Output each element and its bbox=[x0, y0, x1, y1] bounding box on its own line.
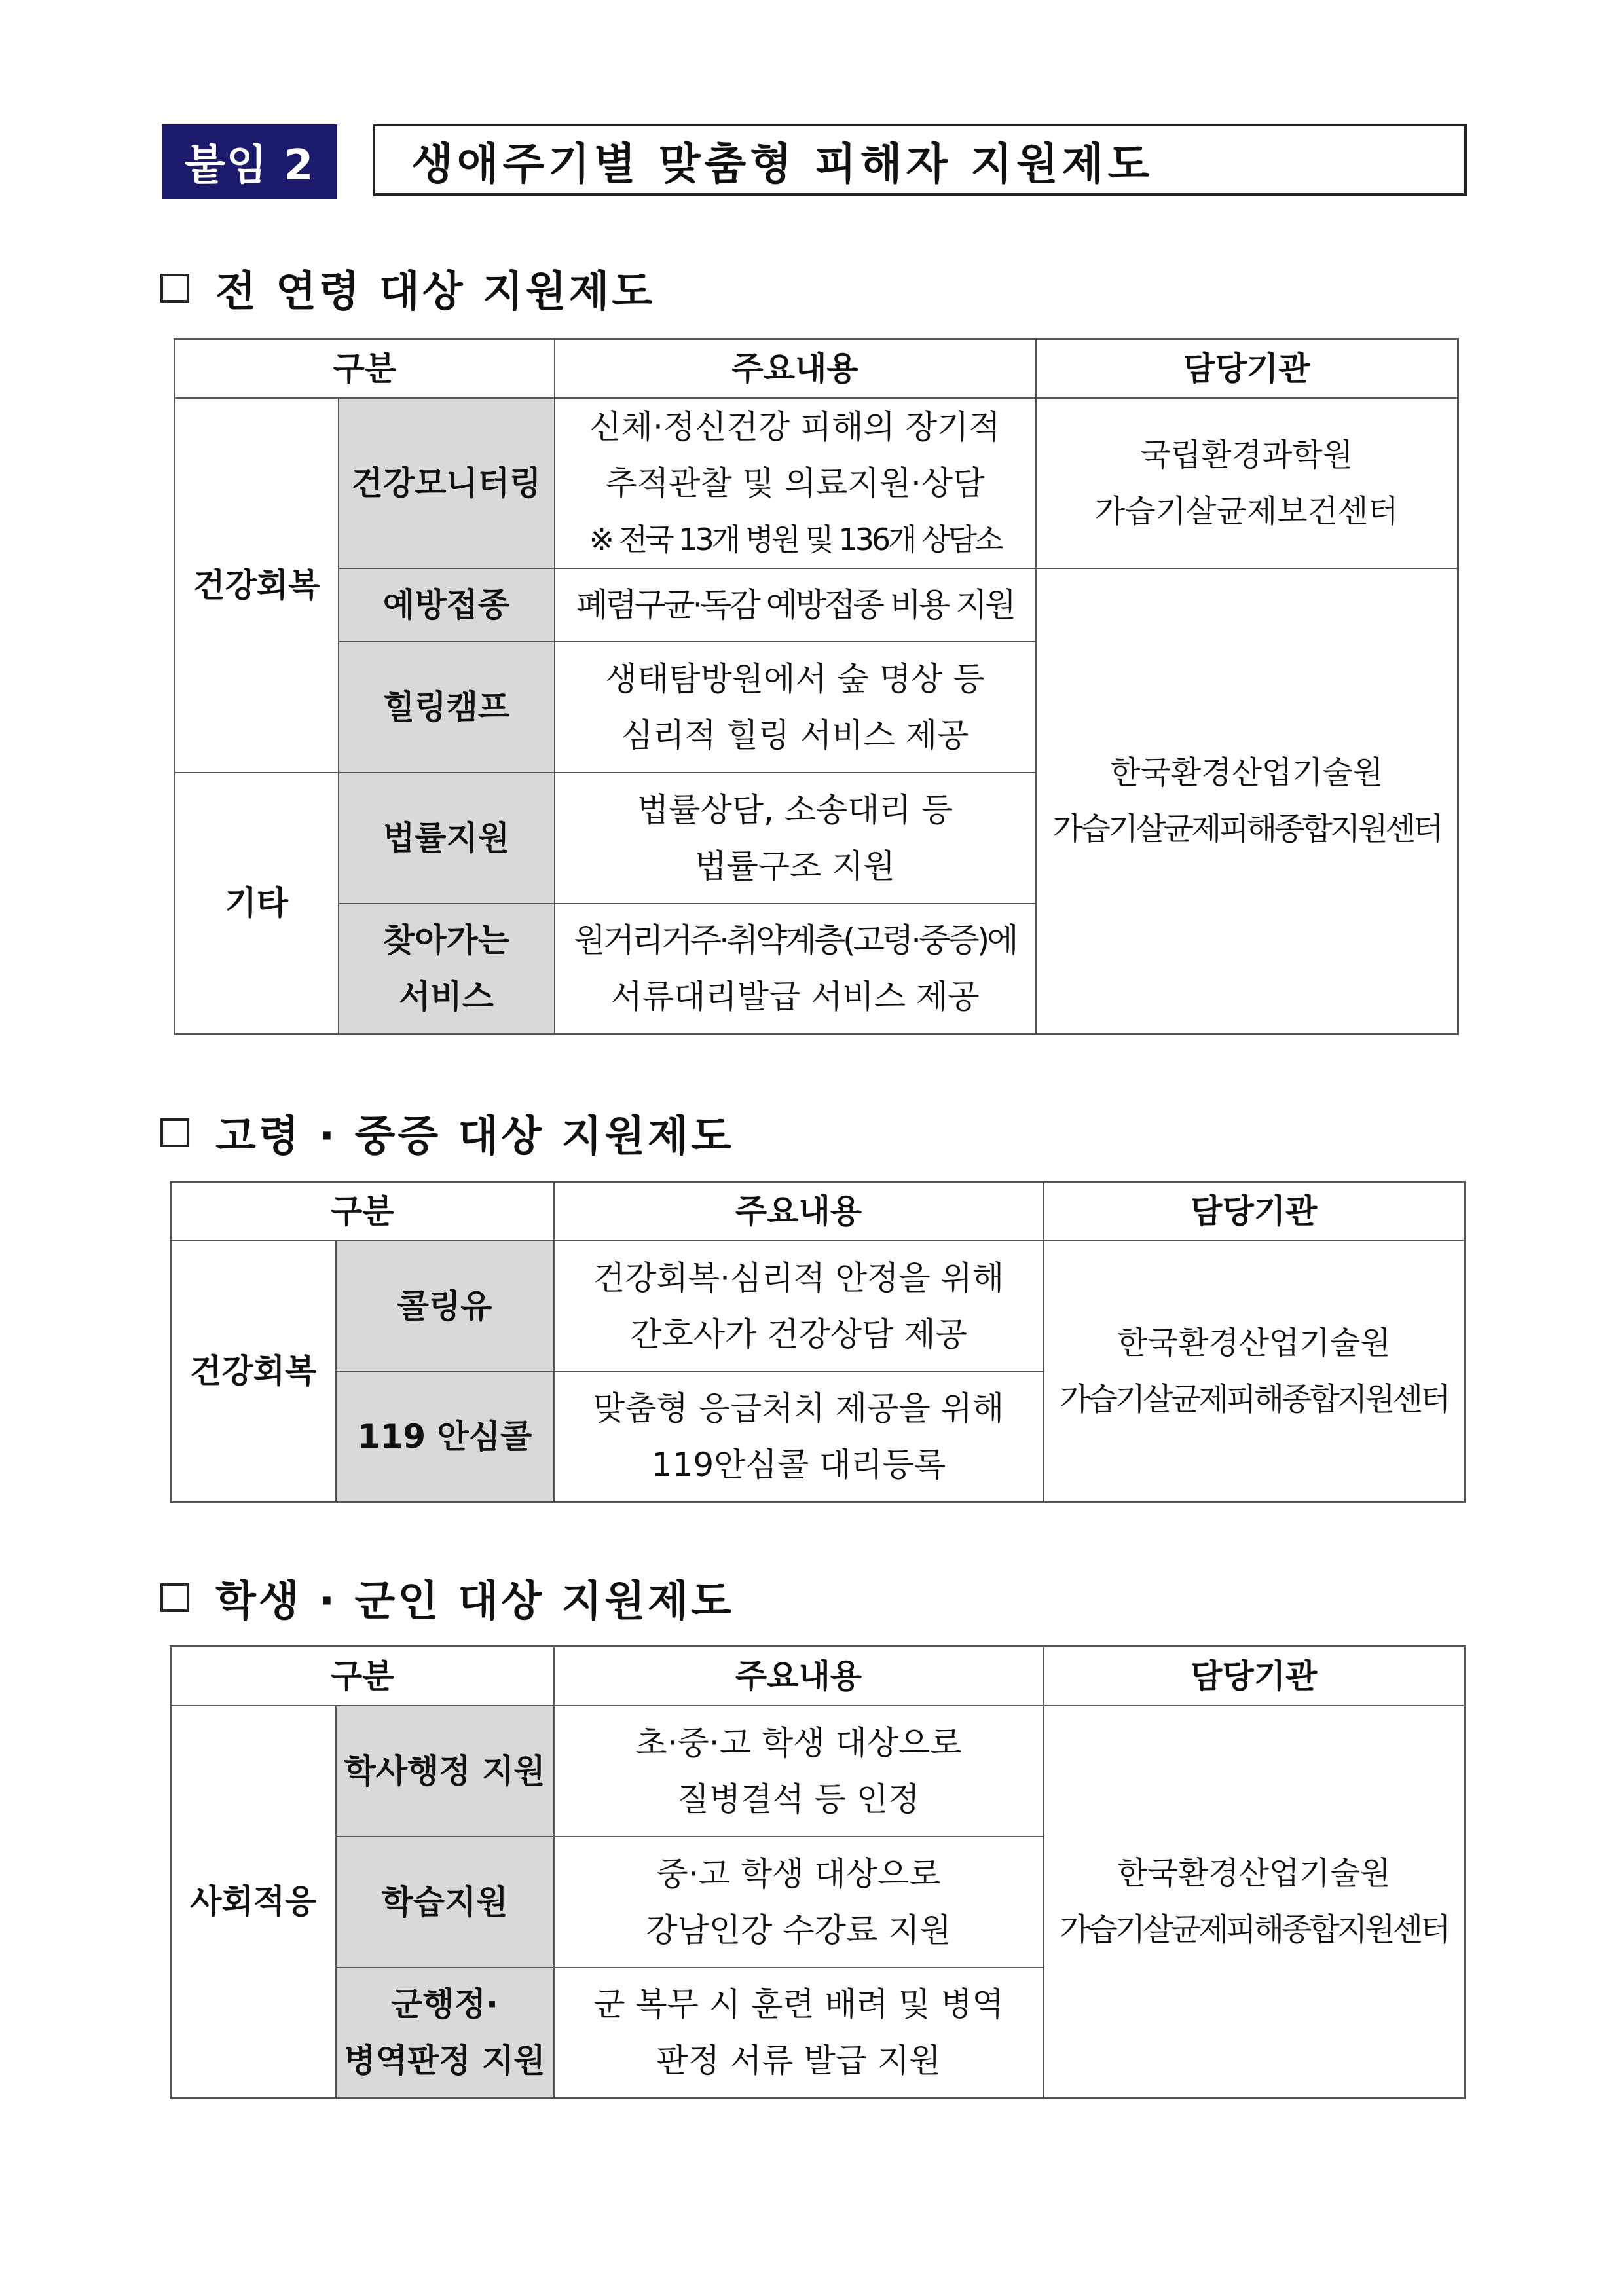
content-line: 생태탐방원에서 숲 명상 등 bbox=[605, 659, 985, 698]
section-heading-elderly-severe bbox=[160, 1107, 734, 1159]
checkbox-icon bbox=[160, 274, 189, 303]
header-category: 구분 bbox=[171, 1182, 554, 1241]
table-row bbox=[171, 1241, 1465, 1372]
content-visiting-service bbox=[555, 904, 1036, 1035]
category-health: 건강회복 bbox=[175, 398, 339, 773]
header-content: 주요내용 bbox=[554, 1182, 1044, 1241]
sub-visiting-service bbox=[339, 904, 555, 1035]
section-heading-text: 학생 · 군인 대상 지원제도 bbox=[215, 1577, 734, 1626]
sub-line: 찾아가는 bbox=[382, 921, 510, 960]
content-line: 추적관찰 및 의료지원·상담 bbox=[605, 464, 985, 502]
table-elderly-severe bbox=[170, 1181, 1466, 1503]
content-line: 심리적 힐링 서비스 제공 bbox=[621, 716, 969, 754]
header-content: 주요내용 bbox=[555, 339, 1036, 398]
content-military-admin bbox=[554, 1968, 1044, 2099]
header-agency: 담당기관 bbox=[1044, 1182, 1465, 1241]
header-category: 구분 bbox=[175, 339, 555, 398]
header-agency: 담당기관 bbox=[1036, 339, 1458, 398]
agency-line: 가습기살균제피해종합지원센터 bbox=[1052, 811, 1441, 848]
agency-nier bbox=[1036, 398, 1458, 568]
sub-health-monitoring: 건강모니터링 bbox=[339, 398, 555, 568]
content-line: 판정 서류 발급 지원 bbox=[656, 2042, 941, 2080]
content-vaccination bbox=[555, 568, 1036, 642]
table-students-soldiers bbox=[170, 1645, 1466, 2099]
header-category: 구분 bbox=[171, 1647, 554, 1706]
agency-line: 가습기살균제피해종합지원센터 bbox=[1060, 1911, 1449, 1949]
content-learning-support bbox=[554, 1837, 1044, 1968]
agency-line: 한국환경산업기술원 bbox=[1110, 754, 1384, 792]
content-legal-support bbox=[555, 773, 1036, 904]
content-line: 질병결석 등 인정 bbox=[677, 1780, 920, 1818]
title-text: 생애주기별 맞춤형 피해자 지원제도 bbox=[411, 138, 1154, 189]
content-academic-admin bbox=[554, 1706, 1044, 1837]
section-heading-students-soldiers bbox=[160, 1571, 734, 1624]
content-line: 맞춤형 응급처치 제공을 위해 bbox=[593, 1389, 1005, 1428]
section-heading-text: 고령 · 중증 대상 지원제도 bbox=[215, 1112, 734, 1161]
checkbox-icon bbox=[160, 1118, 189, 1147]
table-row bbox=[175, 398, 1458, 568]
content-line: 신체·정신건강 피해의 장기적 bbox=[589, 407, 1001, 446]
sub-military-admin bbox=[336, 1968, 554, 2099]
sub-healing-camp: 힐링캠프 bbox=[339, 642, 555, 773]
category-social-adaptation: 사회적응 bbox=[171, 1706, 336, 2099]
agency-line: 가습기살균제보건센터 bbox=[1094, 492, 1399, 530]
agency-line: 한국환경산업기술원 bbox=[1117, 1855, 1391, 1892]
content-line: 법률상담, 소송대리 등 bbox=[637, 790, 953, 829]
attachment-badge: 붙임 2 bbox=[162, 124, 337, 199]
sub-119-safe-call: 119 안심콜 bbox=[336, 1372, 554, 1503]
agency-keiti bbox=[1044, 1706, 1465, 2099]
content-line: 폐렴구균·독감 예방접종 비용 지원 bbox=[576, 585, 1014, 624]
table-row bbox=[175, 568, 1458, 642]
content-line: 119안심콜 대리등록 bbox=[651, 1446, 946, 1484]
content-line: 간호사가 건강상담 제공 bbox=[630, 1315, 967, 1353]
content-line: 법률구조 지원 bbox=[695, 847, 895, 885]
header-content: 주요내용 bbox=[554, 1647, 1044, 1706]
content-line: 서류대리발급 서비스 제공 bbox=[610, 978, 980, 1016]
sub-learning-support: 학습지원 bbox=[336, 1837, 554, 1968]
sub-vaccination: 예방접종 bbox=[339, 568, 555, 642]
agency-keiti bbox=[1044, 1241, 1465, 1503]
content-119-safe-call bbox=[554, 1372, 1044, 1503]
table-row bbox=[171, 1706, 1465, 1837]
header-agency: 담당기관 bbox=[1044, 1647, 1465, 1706]
sub-legal-support: 법률지원 bbox=[339, 773, 555, 904]
content-health-monitoring bbox=[555, 398, 1036, 568]
category-other: 기타 bbox=[175, 773, 339, 1035]
content-line: 군 복무 시 훈련 배려 및 병역 bbox=[593, 1985, 1004, 2024]
content-line: 원거리거주·취약계층(고령·중증)에 bbox=[574, 921, 1016, 960]
content-line: 강남인강 수강료 지원 bbox=[646, 1911, 951, 1949]
checkbox-icon bbox=[160, 1583, 189, 1612]
content-line: 건강회복·심리적 안정을 위해 bbox=[593, 1258, 1005, 1297]
sub-line: 군행정· bbox=[391, 1985, 498, 2024]
sub-line: 병역판정 지원 bbox=[344, 2042, 545, 2080]
content-healing-camp bbox=[555, 642, 1036, 773]
category-health: 건강회복 bbox=[171, 1241, 336, 1503]
agency-line: 가습기살균제피해종합지원센터 bbox=[1060, 1381, 1449, 1418]
table-all-ages bbox=[174, 338, 1459, 1035]
agency-keiti bbox=[1036, 568, 1458, 1035]
sub-academic-admin bbox=[336, 1706, 554, 1837]
sub-line: 학사행정 지원 bbox=[344, 1752, 545, 1790]
content-line: 초·중·고 학생 대상으로 bbox=[635, 1723, 962, 1762]
section-heading-text: 전 연령 대상 지원제도 bbox=[215, 268, 655, 316]
content-line: 중·고 학생 대상으로 bbox=[656, 1854, 941, 1893]
agency-line: 한국환경산업기술원 bbox=[1117, 1325, 1391, 1362]
sub-calling-you: 콜링유 bbox=[336, 1241, 554, 1372]
agency-line: 국립환경과학원 bbox=[1140, 436, 1354, 473]
content-note: ※ 전국 13개 병원 및 136개 상담소 bbox=[589, 521, 1001, 557]
sub-line: 서비스 bbox=[399, 978, 494, 1016]
content-calling-you bbox=[554, 1241, 1044, 1372]
section-heading-all-ages bbox=[160, 262, 655, 314]
document-title bbox=[373, 124, 1467, 196]
